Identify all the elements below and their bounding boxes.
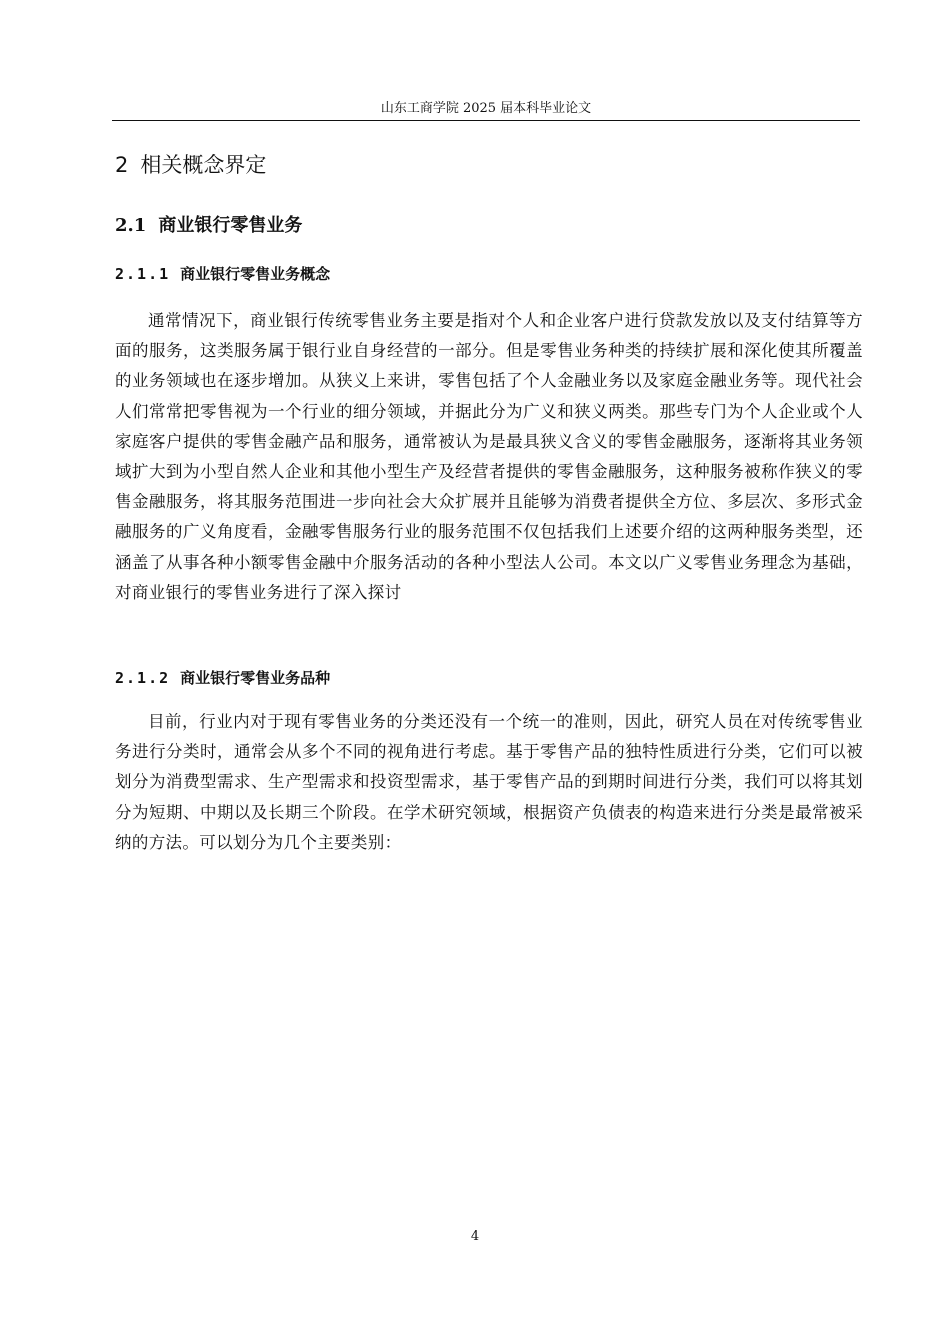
subsection-heading (115, 666, 330, 690)
section-title-text: 商业银行零售业务 (158, 215, 303, 236)
subsection-number: 2.1.2 (115, 669, 171, 687)
body-paragraph: 通常情况下，商业银行传统零售业务主要是指对个人和企业客户进行贷款发放以及支付结算等方面的服务，这类服务属于银行业自身经营的一部分。但是零售业务种类的持续扩展和深化使其所覆盖的业务领域也在逐步增加。从狭义上来讲，零售包括了个人金融业务以及家庭金融业务等。现代社会人们常常把零售视为一个行业的细分领域，并据此分为广义和狭义两类。那些专门为个人企业或个人家庭客户提供的零售金融产品和服务，通常被认为是最具狭义含义的零售金融服务，逐渐将其业务领域扩大到为小型自然人企业和其他小型生产及经营者提供的零售金融服务，这种服务被称作狭义的零售金融服务，将其服务范围进一步向社会大众扩展并且能够为消费者提供全方位、多层次、多形式金融服务的广义角度看，金融零售服务行业的服务范围不仅包括我们上述要介绍的这两种服务类型，还涵盖了从事各种小额零售金融中介服务活动的各种小型法人公司。本文以广义零售业务理念为基础，对商业银行的零售业务进行了深入探讨 (115, 311, 863, 602)
subsection-heading (115, 262, 330, 286)
running-header: 山东工商学院 2025 届本科毕业论文 (380, 101, 592, 116)
section-number: 2.1 (115, 215, 147, 236)
subsection-number: 2.1.1 (115, 265, 171, 283)
section-heading (115, 212, 302, 240)
chapter-heading (115, 150, 266, 180)
body-paragraph: 目前，行业内对于现有零售业务的分类还没有一个统一的准则，因此，研究人员在对传统零售业务进行分类时，通常会从多个不同的视角进行考虑。基于零售产品的独特性质进行分类，它们可以被划分为消费型需求、生产型需求和投资型需求，基于零售产品的到期时间进行分类，我们可以将其划分为短期、中期以及长期三个阶段。在学术研究领域，根据资产负债表的构造来进行分类是最常被采纳的方法。可以划分为几个主要类别： (115, 712, 863, 852)
page-number: 4 (470, 1229, 480, 1244)
chapter-number: 2 (115, 153, 129, 177)
subsection-title-text: 商业银行零售业务概念 (180, 265, 331, 283)
header-divider (112, 120, 860, 121)
chapter-title-text: 相关概念界定 (140, 153, 267, 177)
subsection-title-text: 商业银行零售业务品种 (180, 669, 331, 687)
